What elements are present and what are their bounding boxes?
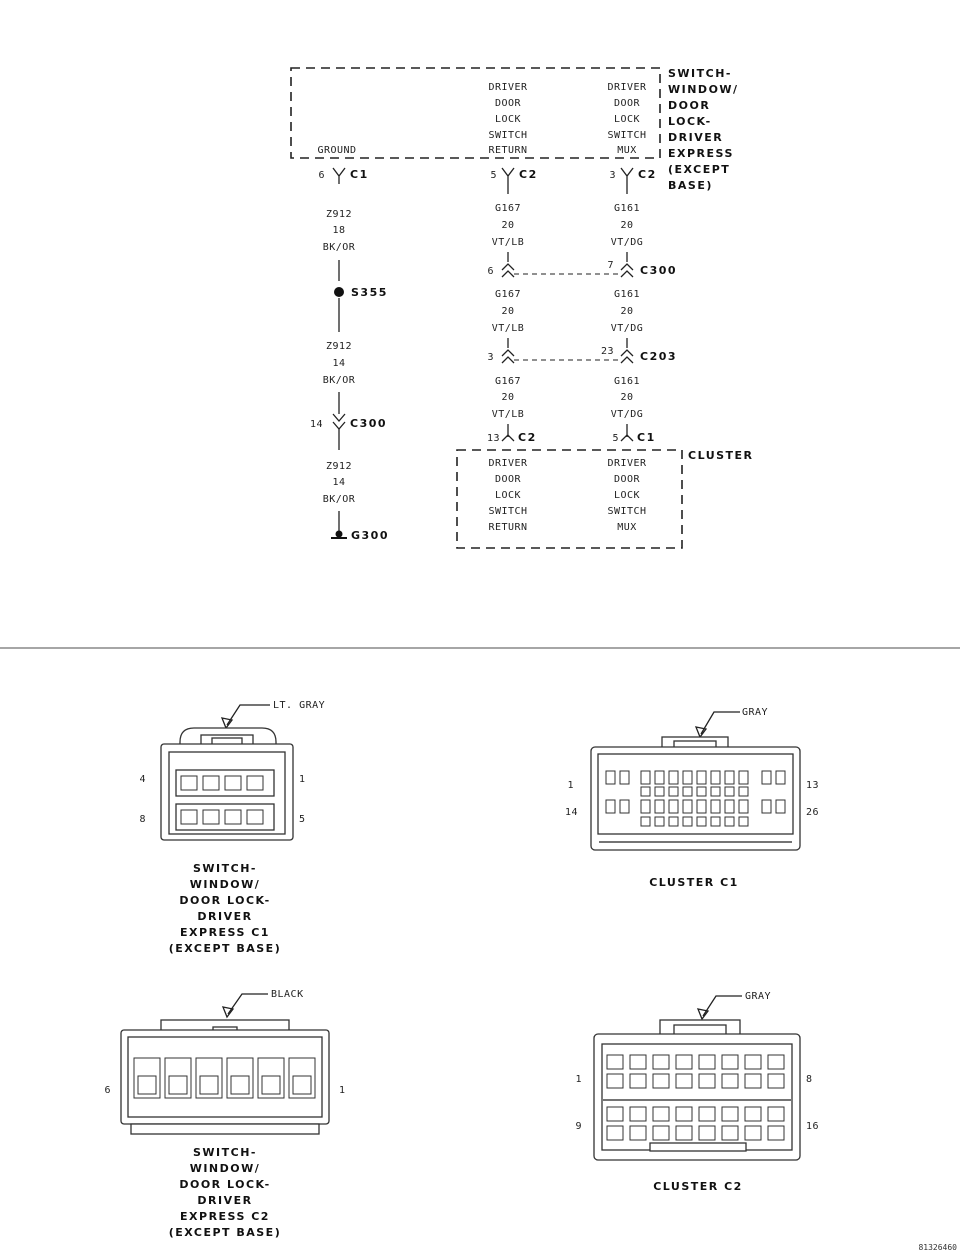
svg-text:20: 20: [501, 306, 515, 317]
top-connector-return-c2: [490, 168, 537, 194]
top-connector-c1: [318, 168, 368, 184]
svg-text:EXPRESS C1: EXPRESS C1: [180, 926, 270, 939]
ground-label: G300: [351, 529, 389, 542]
svg-text:MUX: MUX: [617, 522, 637, 533]
svg-text:GRAY: GRAY: [742, 707, 769, 718]
svg-text:SWITCH: SWITCH: [607, 130, 647, 141]
svg-text:EXPRESS: EXPRESS: [668, 147, 734, 160]
svg-text:VT/DG: VT/DG: [610, 409, 644, 420]
svg-text:LOCK: LOCK: [613, 114, 641, 125]
svg-text:LOCK: LOCK: [494, 114, 522, 125]
svg-text:LOCK: LOCK: [494, 490, 522, 501]
svg-text:Z912: Z912: [325, 209, 353, 220]
svg-text:9: 9: [575, 1121, 582, 1132]
svg-text:20: 20: [620, 306, 634, 317]
svg-text:5: 5: [299, 814, 306, 825]
svg-text:20: 20: [501, 220, 515, 231]
svg-text:14: 14: [564, 807, 578, 818]
svg-text:LT. GRAY: LT. GRAY: [273, 700, 326, 711]
svg-text:(EXCEPT BASE): (EXCEPT BASE): [168, 1226, 282, 1239]
svg-text:C300: C300: [350, 417, 388, 430]
svg-text:26: 26: [806, 807, 820, 818]
svg-text:LOCK: LOCK: [613, 490, 641, 501]
svg-text:VT/LB: VT/LB: [491, 237, 525, 248]
svg-text:7: 7: [607, 260, 614, 271]
figure-id: 81326460: [918, 1243, 957, 1252]
svg-text:3: 3: [609, 170, 616, 181]
svg-text:20: 20: [620, 220, 634, 231]
svg-text:WINDOW/: WINDOW/: [189, 1162, 261, 1175]
svg-text:8: 8: [806, 1074, 813, 1085]
svg-text:BK/OR: BK/OR: [322, 494, 356, 505]
svg-text:C1: C1: [350, 168, 369, 181]
svg-text:SWITCH-: SWITCH-: [193, 1146, 257, 1159]
svg-text:VT/DG: VT/DG: [610, 323, 644, 334]
svg-text:DRIVER: DRIVER: [197, 1194, 253, 1207]
svg-text:18: 18: [332, 225, 346, 236]
svg-text:C2: C2: [519, 168, 538, 181]
svg-text:SWITCH: SWITCH: [607, 506, 647, 517]
splice-label: S355: [351, 286, 388, 299]
splice-dot: [334, 287, 344, 297]
svg-text:G167: G167: [494, 376, 522, 387]
switch-module-title: [668, 67, 739, 192]
svg-text:(EXCEPT BASE): (EXCEPT BASE): [168, 942, 282, 955]
svg-text:LOCK-: LOCK-: [668, 115, 712, 128]
svg-text:Z912: Z912: [325, 461, 353, 472]
svg-text:G161: G161: [613, 376, 641, 387]
cluster-c2-connector: [575, 991, 819, 1193]
svg-text:13: 13: [806, 780, 820, 791]
svg-text:VT/LB: VT/LB: [491, 409, 525, 420]
svg-text:DRIVER: DRIVER: [197, 910, 253, 923]
svg-text:BK/OR: BK/OR: [322, 375, 356, 386]
return-wire: [487, 203, 537, 444]
svg-text:20: 20: [620, 392, 634, 403]
switch-c1-connector: [139, 700, 325, 955]
inline-connector-c300: [333, 414, 345, 429]
svg-text:20: 20: [501, 392, 515, 403]
mux-wire: [601, 203, 677, 444]
svg-text:5: 5: [612, 433, 619, 444]
svg-text:C1: C1: [637, 431, 656, 444]
svg-text:C2: C2: [638, 168, 657, 181]
svg-text:DRIVER: DRIVER: [488, 458, 528, 469]
svg-text:C203: C203: [640, 350, 678, 363]
svg-text:DOOR LOCK-: DOOR LOCK-: [179, 1178, 271, 1191]
svg-text:RETURN: RETURN: [488, 145, 528, 156]
svg-text:SWITCH-: SWITCH-: [668, 67, 732, 80]
svg-text:13: 13: [486, 433, 500, 444]
svg-text:CLUSTER C1: CLUSTER C1: [649, 876, 739, 889]
svg-text:RETURN: RETURN: [488, 522, 528, 533]
svg-text:14: 14: [332, 477, 346, 488]
svg-text:DOOR: DOOR: [668, 99, 711, 112]
svg-text:BK/OR: BK/OR: [322, 242, 356, 253]
cluster-title: CLUSTER: [688, 449, 754, 462]
svg-text:6: 6: [318, 170, 325, 181]
svg-text:EXPRESS C2: EXPRESS C2: [180, 1210, 270, 1223]
svg-text:MUX: MUX: [617, 145, 637, 156]
svg-text:4: 4: [139, 774, 146, 785]
svg-text:DOOR LOCK-: DOOR LOCK-: [179, 894, 271, 907]
svg-text:1: 1: [299, 774, 306, 785]
svg-text:C2: C2: [518, 431, 537, 444]
svg-text:(EXCEPT: (EXCEPT: [668, 163, 731, 176]
svg-text:SWITCH: SWITCH: [488, 506, 528, 517]
cluster-return-label: [488, 458, 528, 533]
cluster-c1-connector: [565, 707, 819, 889]
svg-text:G167: G167: [494, 289, 522, 300]
mux-pin-label: [607, 82, 647, 156]
svg-text:Z912: Z912: [325, 341, 353, 352]
svg-text:DOOR: DOOR: [494, 98, 522, 109]
svg-text:6: 6: [104, 1085, 111, 1096]
return-pin-label: [488, 82, 528, 156]
top-connector-mux-c2: [609, 168, 656, 194]
svg-text:3: 3: [487, 352, 494, 363]
ground-pin-label: GROUND: [317, 145, 357, 156]
svg-text:C300: C300: [640, 264, 678, 277]
svg-text:DOOR: DOOR: [613, 474, 641, 485]
svg-text:GRAY: GRAY: [745, 991, 772, 1002]
svg-text:14: 14: [332, 358, 346, 369]
svg-text:BLACK: BLACK: [271, 989, 304, 1000]
svg-text:DRIVER: DRIVER: [668, 131, 724, 144]
svg-text:G161: G161: [613, 203, 641, 214]
svg-text:6: 6: [487, 266, 494, 277]
svg-text:5: 5: [490, 170, 497, 181]
svg-text:1: 1: [339, 1085, 346, 1096]
svg-text:CLUSTER C2: CLUSTER C2: [653, 1180, 743, 1193]
svg-text:DRIVER: DRIVER: [488, 82, 528, 93]
svg-text:G161: G161: [613, 289, 641, 300]
svg-text:WINDOW/: WINDOW/: [668, 83, 739, 96]
svg-text:1: 1: [575, 1074, 582, 1085]
svg-text:1: 1: [567, 780, 574, 791]
svg-text:SWITCH-: SWITCH-: [193, 862, 257, 875]
switch-c2-connector: [104, 989, 345, 1239]
svg-text:BASE): BASE): [668, 179, 713, 192]
svg-text:DRIVER: DRIVER: [607, 458, 647, 469]
svg-text:SWITCH: SWITCH: [488, 130, 528, 141]
svg-text:WINDOW/: WINDOW/: [189, 878, 261, 891]
svg-text:VT/DG: VT/DG: [610, 237, 644, 248]
cluster-mux-label: [607, 458, 647, 533]
svg-text:DOOR: DOOR: [494, 474, 522, 485]
svg-text:23: 23: [600, 346, 614, 357]
svg-text:G167: G167: [494, 203, 522, 214]
svg-text:16: 16: [806, 1121, 820, 1132]
svg-text:DOOR: DOOR: [613, 98, 641, 109]
svg-text:DRIVER: DRIVER: [607, 82, 647, 93]
svg-text:VT/LB: VT/LB: [491, 323, 525, 334]
svg-text:14: 14: [309, 419, 323, 430]
ground-wire: [310, 209, 389, 542]
svg-text:8: 8: [139, 814, 146, 825]
